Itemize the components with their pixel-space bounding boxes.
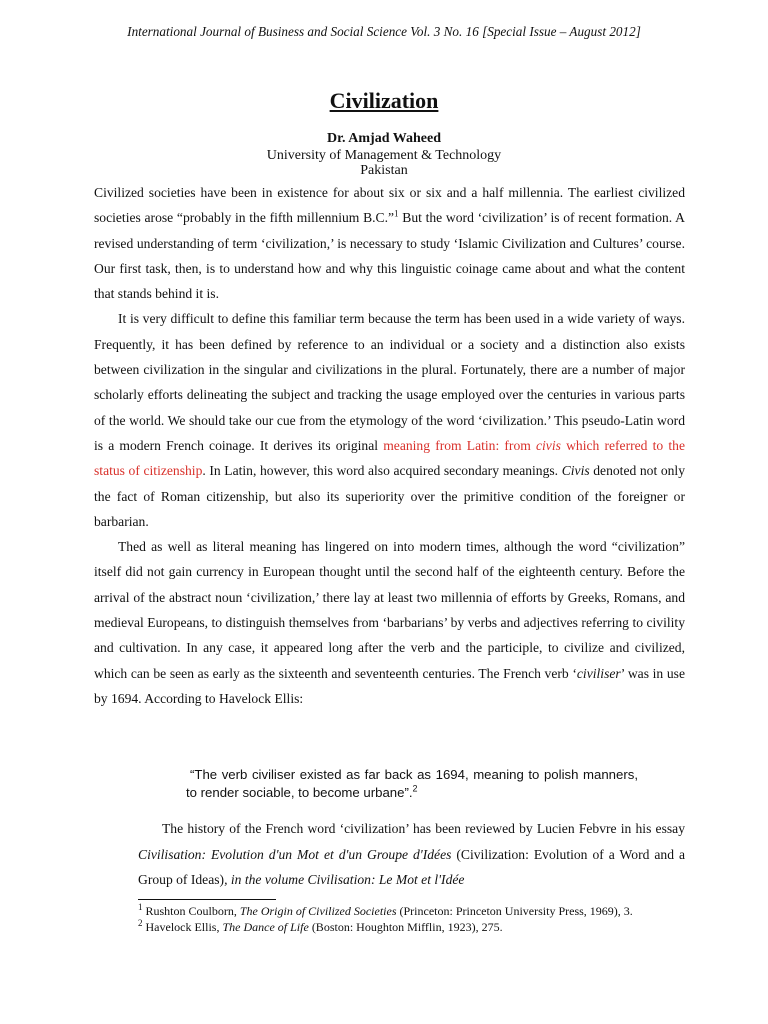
paragraph-3-text-b: ’ was in use by 1694. According to Havelock Ellis: <box>94 665 685 706</box>
paragraph-3 <box>94 534 685 711</box>
article-body <box>94 180 685 711</box>
footnote-1-text-b: (Princeton: Princeton University Press, 1969), 3. <box>396 904 633 918</box>
paragraph-2-text-c: denoted not only the fact of Roman citizenship, but also its superiority over the primitive condition of the foreigner or barbarian. <box>94 463 685 529</box>
paragraph-2 <box>94 306 685 534</box>
civiliser-term: civiliser <box>576 665 621 681</box>
paragraph-4-text-a: The history of the French word ‘civilization’ has been reviewed by Lucien Febvre in his essay <box>162 821 685 836</box>
paragraph-1-text-a: Civilized societies have been in existence for about six or six and a half millennia. The earliest civilized societies arose “probably in the fifth millennium B.C.” <box>94 185 685 226</box>
highlight-civis: civis <box>536 437 561 453</box>
footnote-2 <box>138 920 698 934</box>
author-name: Dr. Amjad Waheed <box>327 131 441 146</box>
footnote-2-number: 2 <box>138 918 143 928</box>
footnote-2-title: The Dance of Life <box>222 920 309 934</box>
block-quote <box>186 766 638 801</box>
author-affiliation <box>0 148 768 178</box>
paragraph-1-text-b: But the word ‘civilization’ is of recent formation. A revised understanding of term ‘civilization,’ is necessary to study ‘Islamic Civilization and Cultures’ course. Our first task, then, is to understand how and why this linguistic coinage came about and what the content that stands behind it is. <box>94 210 685 302</box>
footnote-1-text-a: Rushton Coulborn, <box>142 904 240 918</box>
footnote-ref-1: 1 <box>394 208 399 219</box>
highlight-part-b: which referred to the status of citizenship <box>94 437 685 479</box>
paragraph-2-text-b: . In Latin, however, this word also acquired secondary meanings. <box>202 463 562 479</box>
paragraph-1 <box>94 180 685 306</box>
footnote-1-title: The Origin of Civilized Societies <box>239 904 397 918</box>
essay-title: Civilisation: Evolution d'un Mot et d'un Groupe d'Idées <box>138 846 452 862</box>
footnote-ref-2: 2 <box>412 783 418 794</box>
footnote-1 <box>138 904 698 918</box>
affiliation-university: University of Management & Technology <box>266 148 502 163</box>
footnote-1-number: 1 <box>138 902 143 912</box>
paragraph-4-text-c: , in the volume Civilisation: Le Mot et l'Idée <box>224 872 465 887</box>
journal-header: International Journal of Business and Social Science Vol. 3 No. 16 [Special Issue – August 2012] <box>127 24 641 39</box>
article-body-continued <box>138 816 685 893</box>
quote-text: “The verb civiliser existed as far back as 1694, meaning to polish manners, to render sociable, to become urbane”. <box>186 767 638 800</box>
paragraph-2-text-a: It is very difficult to define this familiar term because the term has been used in a wide variety of ways. Frequently, it has been defined by reference to an individual or a society and a distinction also exists between civilization in the singular and civilizations in the plural. Fortunately, there are a number of major scholarly efforts delineating the subject and tracking the usage employed over the centuries in various parts of the world. We should take our cue from the etymology of the word ‘civilization.’ This pseudo-Latin word is a modern French coinage. It derives its original <box>94 311 685 453</box>
civis-term: Civis <box>561 463 590 479</box>
footnote-2-text-a: Havelock Ellis, <box>142 920 223 934</box>
article-title: Civilization <box>329 88 439 113</box>
paragraph-4 <box>138 816 685 893</box>
affiliation-country: Pakistan <box>360 163 408 178</box>
paragraph-3-text-a: Thed as well as literal meaning has lingered on into modern times, although the word “civilization” itself did not gain currency in European thought until the second half of the eighteenth century. Before the arrival of the abstract noun ‘civilization,’ there lay at least two millennia of efforts by Greeks, Romans, and medieval Europeans, to distinguish themselves from ‘barbarians’ by verbs and adjectives referring to civility and cultivation. In any case, it appeared long after the verb and the participle, to civilize and civilized, which can be seen as early as the sixteenth and seventeenth centuries. The French verb ‘ <box>94 539 685 681</box>
highlight-part-a: meaning from Latin: from <box>383 437 536 453</box>
footnote-rule <box>138 899 276 900</box>
paragraph-4-text-b: (Civilization: Evolution of a Word and a Group of Ideas) <box>138 846 686 887</box>
footnote-2-text-b: (Boston: Houghton Mifflin, 1923), 275. <box>308 920 503 934</box>
